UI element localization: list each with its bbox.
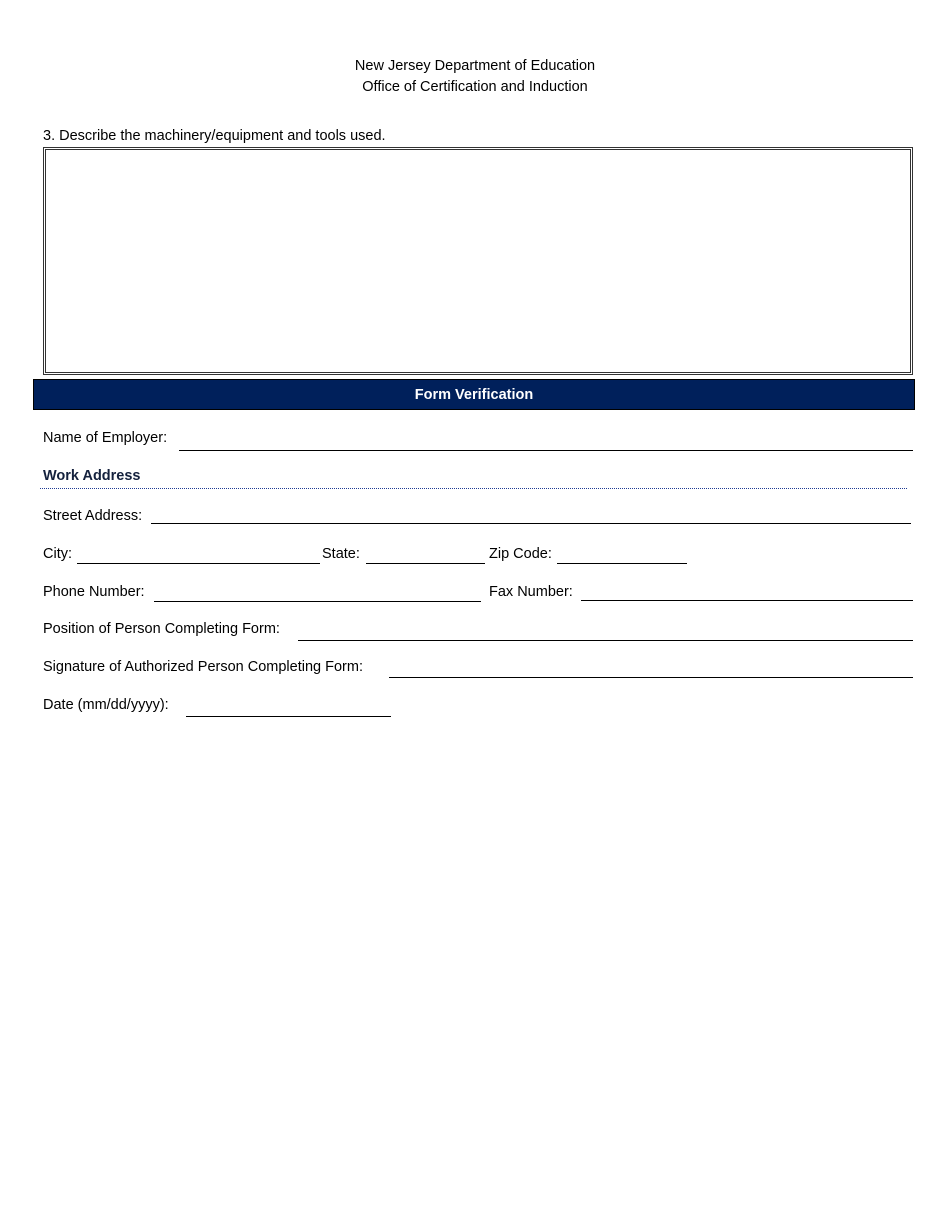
zip-code-label: Zip Code:	[489, 546, 552, 562]
employer-label: Name of Employer:	[43, 430, 168, 446]
machinery-description-textarea[interactable]	[43, 147, 913, 375]
work-address-title: Work Address	[43, 468, 141, 484]
city-label: City:	[43, 546, 72, 562]
work-address-divider	[40, 488, 907, 489]
state-field[interactable]	[366, 563, 485, 564]
signature-field[interactable]	[389, 677, 913, 678]
office-name: Office of Certification and Induction	[362, 79, 588, 95]
position-label: Position of Person Completing Form:	[43, 621, 280, 637]
date-label: Date (mm/dd/yyyy):	[43, 697, 169, 713]
question-3-label: 3. Describe the machinery/equipment and tools used.	[43, 128, 386, 144]
phone-number-label: Phone Number:	[43, 584, 145, 600]
fax-number-field[interactable]	[581, 600, 913, 601]
position-field[interactable]	[298, 640, 913, 641]
signature-label: Signature of Authorized Person Completing Form:	[43, 659, 363, 675]
street-address-field[interactable]	[151, 523, 911, 524]
fax-number-label: Fax Number:	[489, 584, 573, 600]
city-field[interactable]	[77, 563, 320, 564]
state-label: State:	[322, 546, 360, 562]
employer-field[interactable]	[179, 450, 913, 451]
date-field[interactable]	[186, 716, 391, 717]
zip-code-field[interactable]	[557, 563, 687, 564]
form-verification-banner	[33, 379, 915, 410]
street-address-label: Street Address:	[43, 508, 143, 524]
department-name: New Jersey Department of Education	[354, 58, 596, 74]
phone-number-field[interactable]	[154, 601, 481, 602]
form-verification-title: Form Verification	[414, 386, 534, 403]
